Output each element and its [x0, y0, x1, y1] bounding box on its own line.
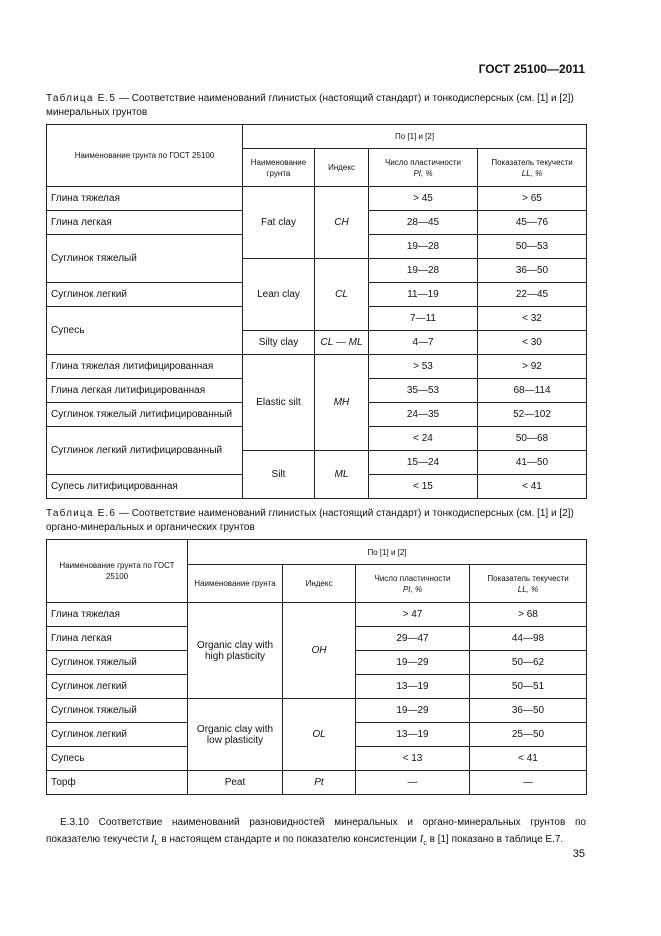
soil-name: Суглинок тяжелый [47, 699, 188, 723]
plasticity-value: 7—11 [369, 307, 478, 331]
plasticity-value: < 13 [356, 747, 470, 771]
liquidity-value: 41—50 [478, 451, 587, 475]
group-name: Silt [243, 451, 315, 499]
liquidity-value: — [470, 771, 587, 795]
liquidity-value: < 41 [470, 747, 587, 771]
plasticity-value: 35—53 [369, 379, 478, 403]
note-part-1: Е.3.10 Соответствие наименований разновидностей минеральных и органо-минеральных грунтов по показателю текучести [46, 817, 586, 845]
liquidity-value: 50—62 [470, 651, 587, 675]
liquidity-value: 50—51 [470, 675, 587, 699]
liquidity-index-subscript: L [154, 840, 159, 847]
table-e6 [46, 539, 587, 795]
plasticity-value: 28—45 [369, 211, 478, 235]
liquidity-value: 36—50 [470, 699, 587, 723]
liquidity-value: < 30 [478, 331, 587, 355]
group-index: OL [283, 699, 356, 771]
header-reference: По [1] и [2] [188, 540, 587, 565]
table-row [47, 603, 587, 627]
group-index: ML [315, 451, 369, 499]
table-e5-caption-text: — Соответствие наименований глинистых (настоящий стандарт) и тонкодисперсных (см. [1] и [2]) минеральных грунтов [46, 93, 574, 118]
plasticity-value: > 53 [369, 355, 478, 379]
page-number: 35 [572, 848, 585, 860]
plasticity-value: 19—29 [356, 651, 470, 675]
header-plasticity [356, 565, 470, 603]
plasticity-value: < 24 [369, 427, 478, 451]
header-plasticity [369, 149, 478, 187]
plasticity-value: 11—19 [369, 283, 478, 307]
table-e5-label: Таблица Е.5 [46, 93, 117, 104]
table-row [47, 699, 587, 723]
note-part-2: в настоящем стандарте и по показателю консистенции [158, 834, 420, 845]
group-name: Organic clay with high plasticity [188, 603, 283, 699]
table-e6-label: Таблица Е.6 [46, 508, 117, 519]
note-part-3: в [1] показано в таблице Е.7. [426, 834, 564, 845]
plasticity-value: 4—7 [369, 331, 478, 355]
soil-name: Глина тяжелая литифицированная [47, 355, 243, 379]
plasticity-value: 29—47 [356, 627, 470, 651]
consistency-index-symbol: I [419, 833, 424, 845]
liquidity-value: < 32 [478, 307, 587, 331]
header-liquidity-unit: LL, % [517, 584, 539, 594]
soil-name: Суглинок тяжелый [47, 235, 243, 283]
header-plasticity-label: Число пластичности [374, 573, 451, 583]
soil-name: Суглинок легкий [47, 283, 243, 307]
plasticity-value: > 47 [356, 603, 470, 627]
liquidity-value: 22—45 [478, 283, 587, 307]
header-plasticity-unit: PI, % [413, 168, 433, 178]
liquidity-value: 50—68 [478, 427, 587, 451]
group-index: CL — ML [315, 331, 369, 355]
header-liquidity [478, 149, 587, 187]
header-liquidity-label: Показатель текучести [491, 157, 573, 167]
liquidity-value: < 41 [478, 475, 587, 499]
group-index: OH [283, 603, 356, 699]
table-e5 [46, 124, 587, 499]
soil-name: Супесь литифицированная [47, 475, 243, 499]
header-name: Наименование грунта [243, 149, 315, 187]
consistency-index-subscript: c [423, 840, 427, 847]
liquidity-value: > 65 [478, 187, 587, 211]
soil-name: Суглинок тяжелый [47, 651, 188, 675]
liquidity-value: 36—50 [478, 259, 587, 283]
plasticity-value: < 15 [369, 475, 478, 499]
soil-name: Суглинок легкий [47, 675, 188, 699]
header-plasticity-unit: PI, % [402, 584, 423, 594]
header-name: Наименование грунта [188, 565, 283, 603]
plasticity-value: 19—28 [369, 259, 478, 283]
soil-name: Глина легкая литифицированная [47, 379, 243, 403]
liquidity-value: > 92 [478, 355, 587, 379]
document-code: ГОСТ 25100—2011 [478, 62, 585, 76]
table-row [47, 771, 587, 795]
soil-name: Глина легкая [47, 211, 243, 235]
group-name: Fat clay [243, 187, 315, 259]
liquidity-value: 44—98 [470, 627, 587, 651]
plasticity-value: > 45 [369, 187, 478, 211]
soil-name: Глина тяжелая [47, 187, 243, 211]
group-index: CH [315, 187, 369, 259]
header-gost-name: Наименование грунта по ГОСТ 25100 [47, 125, 243, 187]
group-index: MH [315, 355, 369, 451]
header-gost-name: Наименование грунта по ГОСТ 25100 [47, 540, 188, 603]
soil-name: Суглинок легкий литифицированный [47, 427, 243, 475]
soil-name: Торф [47, 771, 188, 795]
soil-name: Суглинок легкий [47, 723, 188, 747]
table-header-row [47, 125, 587, 149]
header-index: Индекс [315, 149, 369, 187]
header-plasticity-label: Число пластичности [385, 157, 461, 167]
soil-name: Супесь [47, 747, 188, 771]
plasticity-value: 19—29 [356, 699, 470, 723]
table-e6-caption-text: — Соответствие наименований глинистых (настоящий стандарт) и тонкодисперсных (см. [1] и [2]) органо-минеральных и органических грунтов [46, 508, 574, 533]
plasticity-value: — [356, 771, 470, 795]
table-e6-caption [46, 507, 586, 535]
liquidity-value: 25—50 [470, 723, 587, 747]
table-row [47, 355, 587, 379]
plasticity-value: 13—19 [356, 675, 470, 699]
liquidity-value: > 68 [470, 603, 587, 627]
group-name: Organic clay with low plasticity [188, 699, 283, 771]
note-text [46, 815, 586, 852]
plasticity-value: 13—19 [356, 723, 470, 747]
liquidity-value: 52—102 [478, 403, 587, 427]
group-index: Pt [283, 771, 356, 795]
liquidity-value: 45—76 [478, 211, 587, 235]
table-e5-caption [46, 92, 586, 120]
soil-name: Глина тяжелая [47, 603, 188, 627]
header-reference: По [1] и [2] [243, 125, 587, 149]
group-name: Elastic silt [243, 355, 315, 451]
plasticity-value: 19—28 [369, 235, 478, 259]
note-paragraph [46, 815, 586, 852]
liquidity-value: 68—114 [478, 379, 587, 403]
soil-name: Суглинок тяжелый литифицированный [47, 403, 243, 427]
table-row [47, 187, 587, 211]
header-liquidity-label: Показатель текучести [487, 573, 569, 583]
group-index: CL [315, 259, 369, 331]
plasticity-value: 15—24 [369, 451, 478, 475]
liquidity-value: 50—53 [478, 235, 587, 259]
group-name: Lean clay [243, 259, 315, 331]
header-liquidity [470, 565, 587, 603]
table-header-row [47, 540, 587, 565]
soil-name: Супесь [47, 307, 243, 355]
group-name: Silty clay [243, 331, 315, 355]
soil-name: Глина легкая [47, 627, 188, 651]
header-index: Индекс [283, 565, 356, 603]
header-liquidity-unit: LL, % [521, 168, 543, 178]
liquidity-index-symbol: I [151, 833, 155, 845]
plasticity-value: 24—35 [369, 403, 478, 427]
group-name: Peat [188, 771, 283, 795]
